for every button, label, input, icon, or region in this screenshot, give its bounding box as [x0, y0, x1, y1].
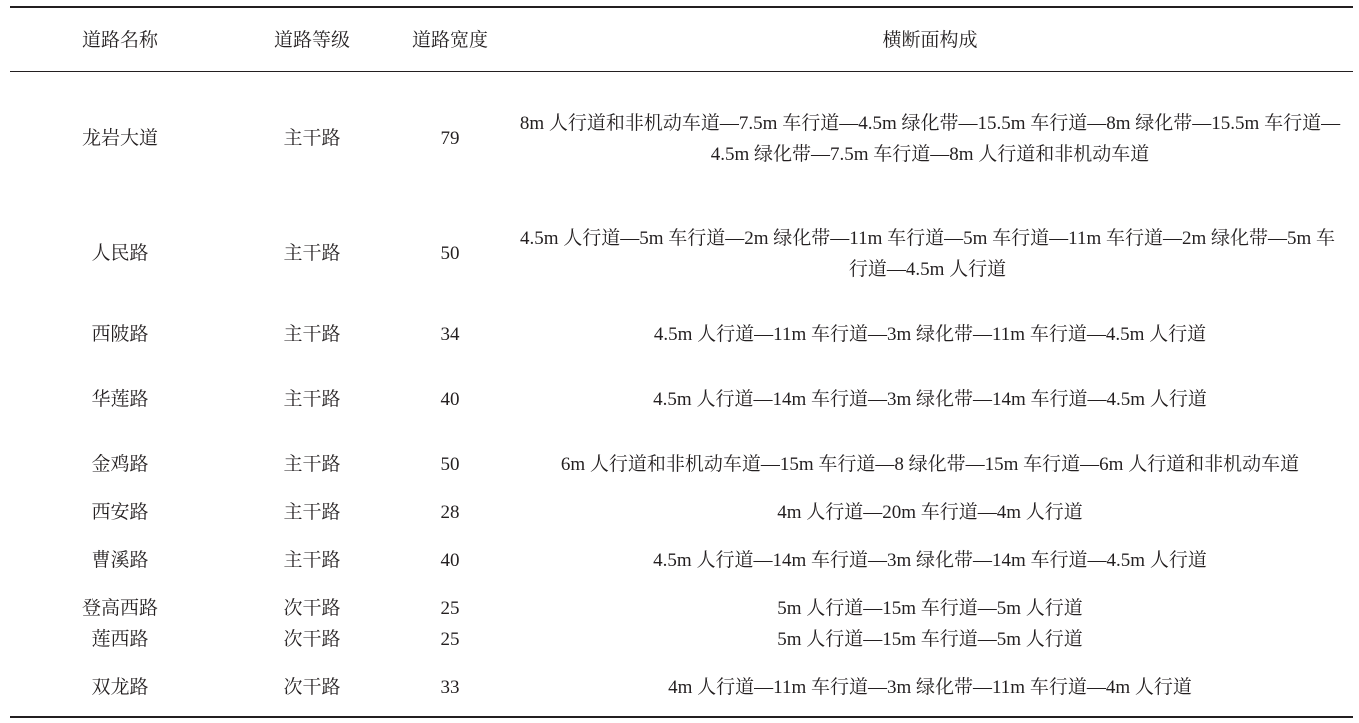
road-cross-section: 8m 人行道和非机动车道—7.5m 车行道—4.5m 绿化带—15.5m 车行道—8m 绿化带—15.5m 车行道—4.5m 绿化带—7.5m 车行道—8m 人行道和非机动车道: [519, 113, 1341, 165]
road-grade: 主干路: [283, 550, 341, 571]
road-cross-section: 4.5m 人行道—14m 车行道—3m 绿化带—14m 车行道—4.5m 人行道: [653, 550, 1207, 571]
road-grade: 主干路: [283, 502, 341, 523]
road-name: 曹溪路: [91, 550, 149, 571]
road-grade: 主干路: [283, 324, 341, 345]
road-width: 40: [440, 550, 460, 571]
table-bottom-rule: [10, 716, 1353, 718]
road-grade: 次干路: [283, 629, 341, 650]
road-cross-section: 4.5m 人行道—11m 车行道—3m 绿化带—11m 车行道—4.5m 人行道: [653, 324, 1207, 345]
road-name: 莲西路: [91, 629, 149, 650]
road-cross-section: 4m 人行道—11m 车行道—3m 绿化带—11m 车行道—4m 人行道: [668, 677, 1192, 698]
road-cross-section: 6m 人行道和非机动车道—15m 车行道—8 绿化带—15m 车行道—6m 人行道和非机动车道: [560, 454, 1300, 475]
road-width: 50: [440, 454, 460, 475]
road-name: 双龙路: [91, 677, 149, 698]
road-name: 金鸡路: [91, 454, 149, 475]
road-width: 40: [440, 389, 460, 410]
road-width: 33: [440, 677, 460, 698]
road-grade: 主干路: [283, 128, 341, 149]
road-cross-section: 4m 人行道—20m 车行道—4m 人行道: [777, 502, 1083, 523]
road-width: 34: [440, 324, 460, 345]
road-cross-section: 5m 人行道—15m 车行道—5m 人行道: [777, 629, 1083, 650]
road-name: 登高西路: [81, 598, 158, 619]
road-name: 人民路: [91, 243, 149, 264]
road-width: 79: [440, 128, 460, 149]
road-name: 西安路: [91, 502, 149, 523]
road-name: 华莲路: [91, 389, 149, 410]
table-top-rule: [10, 6, 1353, 8]
road-grade: 次干路: [283, 677, 341, 698]
road-width: 28: [440, 502, 460, 523]
road-name: 西陂路: [91, 324, 149, 345]
header-road-width: 道路宽度: [411, 30, 488, 51]
road-grade: 主干路: [283, 389, 341, 410]
header-road-name: 道路名称: [81, 30, 158, 51]
road-width: 25: [440, 598, 460, 619]
road-grade: 次干路: [283, 598, 341, 619]
road-cross-section: 4.5m 人行道—14m 车行道—3m 绿化带—14m 车行道—4.5m 人行道: [653, 389, 1207, 410]
header-cross-section: 横断面构成: [882, 30, 978, 51]
road-grade: 主干路: [283, 243, 341, 264]
road-grade: 主干路: [283, 454, 341, 475]
road-name: 龙岩大道: [81, 128, 158, 149]
header-road-grade: 道路等级: [273, 30, 350, 51]
road-width: 25: [440, 629, 460, 650]
road-cross-section: 5m 人行道—15m 车行道—5m 人行道: [777, 598, 1083, 619]
road-width: 50: [440, 243, 460, 264]
table-header-rule: [10, 71, 1353, 72]
road-cross-section: 4.5m 人行道—5m 车行道—2m 绿化带—11m 车行道—5m 车行道—11m 车行道—2m 绿化带—5m 车行道—4.5m 人行道: [519, 228, 1336, 280]
